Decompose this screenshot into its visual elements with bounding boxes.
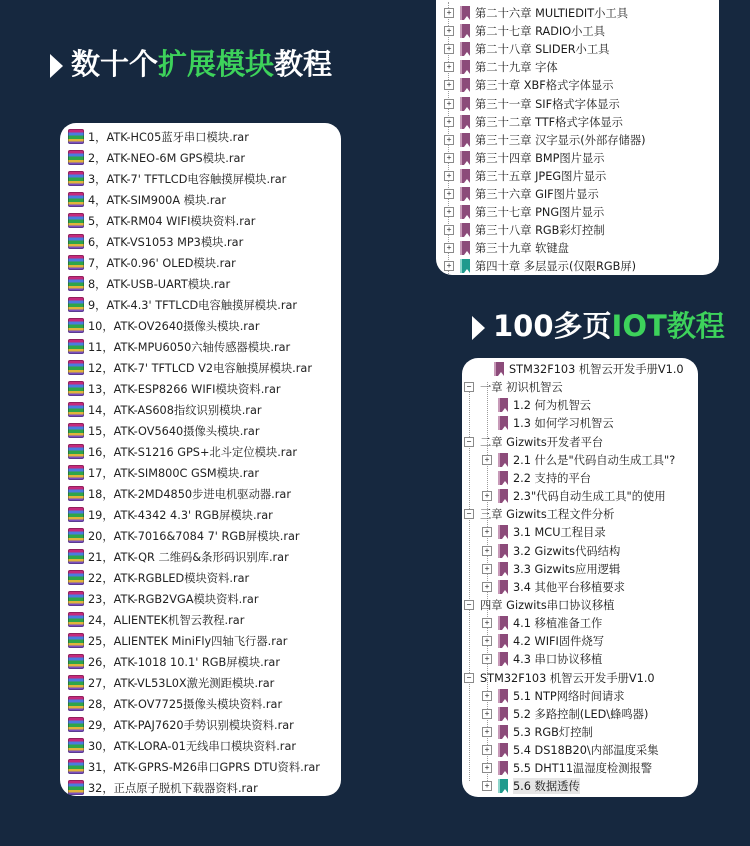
bookmark-icon <box>494 362 504 376</box>
chapter-label: 第二十六章 MULTIEDIT小工具 <box>475 7 629 20</box>
rar-file-item[interactable] <box>68 672 320 693</box>
bookmark-icon <box>498 489 508 503</box>
rar-file-item[interactable] <box>68 693 320 714</box>
chapter-label: 第三十一章 SIF格式字体显示 <box>475 97 620 111</box>
rar-archive-icon <box>68 276 84 291</box>
rar-file-name: 17，ATK-SIM800C GSM模块.rar <box>88 466 260 480</box>
chapter-item[interactable] <box>444 185 599 203</box>
heading-highlight: IOT教程 <box>611 309 725 343</box>
expand-toggle-icon[interactable]: + <box>444 62 454 72</box>
rar-file-item[interactable] <box>68 420 320 441</box>
iot-item-label: 3.3 Gizwits应用逻辑 <box>513 562 621 576</box>
rar-file-name: 8，ATK-USB-UART模块.rar <box>88 277 231 291</box>
rar-file-item[interactable] <box>68 273 320 294</box>
expand-toggle-icon[interactable]: + <box>444 8 454 18</box>
rar-file-item[interactable] <box>68 525 320 546</box>
chapter-label: 第三十七章 PNG图片显示 <box>475 206 605 220</box>
rar-file-item[interactable] <box>68 651 320 672</box>
rar-archive-icon <box>68 339 84 354</box>
expand-toggle-icon[interactable]: + <box>482 582 492 592</box>
rar-file-name: 1，ATK-HC05蓝牙串口模块.rar <box>88 130 249 144</box>
chapter-tree-panel <box>436 0 719 275</box>
iot-section-item[interactable] <box>482 396 591 414</box>
bookmark-icon <box>498 779 508 793</box>
rar-file-name: 26，ATK-1018 10.1' RGB屏模块.rar <box>88 655 280 669</box>
rar-archive-icon <box>68 486 84 501</box>
rar-file-item[interactable] <box>68 357 320 378</box>
rar-file-name: 29，ATK-PAJ7620手势识别模块资料.rar <box>88 718 294 732</box>
expand-toggle-icon[interactable]: + <box>482 654 492 664</box>
rar-file-name: 12，ATK-7' TFTLCD V2电容触摸屏模块.rar <box>88 361 312 375</box>
expand-toggle-icon[interactable]: + <box>482 709 492 719</box>
rar-file-name: 5，ATK-RM04 WIFI模块资料.rar <box>88 214 256 228</box>
rar-file-name: 15，ATK-OV5640摄像头模块.rar <box>88 424 260 438</box>
rar-archive-icon <box>68 360 84 375</box>
iot-chapter-item[interactable] <box>464 433 603 451</box>
iot-item-label: STM32F103 机智云开发手册V1.0 <box>480 671 655 685</box>
rar-file-item[interactable] <box>68 315 320 336</box>
expand-toggle-icon[interactable]: + <box>482 691 492 701</box>
rar-archive-icon <box>68 465 84 480</box>
bookmark-icon <box>460 6 470 20</box>
expand-toggle-icon[interactable]: + <box>444 189 454 199</box>
rar-file-item[interactable] <box>68 756 320 777</box>
triangle-bullet-icon <box>50 54 63 78</box>
iot-item-label: 5.6 数据透传 <box>513 780 580 794</box>
extension-modules-heading <box>50 42 332 83</box>
rar-file-name: 19，ATK-4342 4.3' RGB屏模块.rar <box>88 508 273 522</box>
chapter-label: 第三十二章 TTF格式字体显示 <box>475 115 623 129</box>
rar-file-name: 23，ATK-RGB2VGA模块资料.rar <box>88 592 259 606</box>
iot-section-item[interactable] <box>482 723 593 741</box>
bookmark-icon <box>460 97 470 111</box>
rar-archive-icon <box>68 549 84 564</box>
iot-item-label: 3.1 MCU工程目录 <box>513 526 606 540</box>
expand-toggle-icon[interactable]: + <box>444 99 454 109</box>
rar-file-name: 20，ATK-7016&7084 7' RGB屏模块.rar <box>88 529 300 543</box>
expand-toggle-icon[interactable]: + <box>482 781 492 791</box>
iot-item-label: 3.4 其他平台移植要求 <box>513 580 625 594</box>
iot-item-label: 4.3 串口协议移植 <box>513 653 603 667</box>
rar-archive-icon <box>68 234 84 249</box>
iot-section-item[interactable] <box>482 487 666 505</box>
rar-file-item[interactable] <box>68 294 320 315</box>
rar-file-item[interactable] <box>68 231 320 252</box>
iot-section-item[interactable] <box>482 578 625 596</box>
rar-archive-icon <box>68 654 84 669</box>
heading-text: 数十个 <box>71 47 159 81</box>
rar-file-name: 4，ATK-SIM900A 模块.rar <box>88 193 227 207</box>
rar-file-name: 24，ALIENTEK机智云教程.rar <box>88 613 245 627</box>
iot-item-label: 3.2 Gizwits代码结构 <box>513 544 621 558</box>
rar-file-list <box>68 126 320 796</box>
rar-file-name: 31，ATK-GPRS-M26串口GPRS DTU资料.rar <box>88 760 320 774</box>
rar-archive-icon <box>68 780 84 795</box>
rar-archive-icon <box>68 738 84 753</box>
bookmark-icon <box>498 634 508 648</box>
expand-toggle-icon[interactable]: + <box>482 546 492 556</box>
bookmark-icon <box>460 187 470 201</box>
bookmark-icon <box>460 60 470 74</box>
rar-archive-icon <box>68 570 84 585</box>
expand-toggle-icon[interactable]: + <box>482 527 492 537</box>
expand-toggle-icon[interactable]: + <box>444 117 454 127</box>
iot-item-label: 5.3 RGB灯控制 <box>513 726 593 739</box>
iot-section-item[interactable] <box>482 705 648 723</box>
chapter-label: 第二十八章 SLIDER小工具 <box>475 43 610 57</box>
iot-chapter-item[interactable] <box>464 505 614 523</box>
rar-file-name: 28，ATK-OV7725摄像头模块资料.rar <box>88 697 283 711</box>
rar-file-item[interactable] <box>68 609 320 630</box>
iot-item-label: 5.2 多路控制(LED\蜂鸣器) <box>513 707 649 721</box>
rar-archive-icon <box>68 192 84 207</box>
rar-archive-icon <box>68 129 84 144</box>
expand-toggle-icon[interactable]: + <box>444 153 454 163</box>
collapse-toggle-icon[interactable]: − <box>464 382 474 392</box>
chapter-item[interactable] <box>444 40 609 58</box>
triangle-bullet-icon <box>472 316 485 340</box>
bookmark-icon <box>498 580 508 594</box>
iot-item-label: 4.2 WIFI固件烧写 <box>513 635 605 649</box>
rar-file-name: 3，ATK-7' TFTLCD电容触摸屏模块.rar <box>88 172 287 186</box>
rar-file-item[interactable] <box>68 462 320 483</box>
expand-toggle-icon[interactable]: + <box>482 455 492 465</box>
heading-highlight: 扩展模块 <box>158 47 275 81</box>
rar-file-name: 6，ATK-VS1053 MP3模块.rar <box>88 235 244 249</box>
iot-section-item[interactable] <box>482 687 625 705</box>
iot-item-label: 4.1 移植准备工作 <box>513 617 603 631</box>
chapter-item[interactable] <box>444 131 646 149</box>
rar-file-name: 10，ATK-OV2640摄像头模块.rar <box>88 319 260 333</box>
expand-toggle-icon[interactable]: + <box>444 243 454 253</box>
rar-file-name: 32，正点原子脱机下载器资料.rar <box>88 781 258 795</box>
rar-archive-icon <box>68 423 84 438</box>
rar-archive-icon <box>68 528 84 543</box>
rar-file-name: 11，ATK-MPU6050六轴传感器模块.rar <box>88 340 291 354</box>
rar-archive-icon <box>68 675 84 690</box>
rar-file-item[interactable] <box>68 126 320 147</box>
bookmark-icon <box>460 151 470 165</box>
bookmark-icon <box>460 205 470 219</box>
iot-item-label: 5.5 DHT11温湿度检测报警 <box>513 762 653 776</box>
iot-section-item[interactable] <box>482 759 652 777</box>
rar-file-item[interactable] <box>68 147 320 168</box>
collapse-toggle-icon[interactable]: − <box>464 509 474 519</box>
rar-file-item[interactable] <box>68 630 320 651</box>
bookmark-icon <box>498 707 508 721</box>
rar-archive-icon <box>68 696 84 711</box>
bookmark-icon <box>498 725 508 739</box>
iot-tree-panel <box>462 358 698 797</box>
chapter-label: 第三十三章 汉字显示(外部存储器) <box>475 133 646 147</box>
expand-toggle-icon[interactable]: + <box>444 26 454 36</box>
rar-file-item[interactable] <box>68 168 320 189</box>
iot-chapter-item[interactable] <box>464 378 563 396</box>
expand-toggle-icon[interactable]: + <box>444 44 454 54</box>
iot-item-label: 二章 Gizwits开发者平台 <box>480 435 604 449</box>
chapter-item[interactable] <box>444 221 605 239</box>
expand-toggle-icon[interactable]: + <box>482 745 492 755</box>
rar-file-name: 9，ATK-4.3' TFTLCD电容触摸屏模块.rar <box>88 298 298 312</box>
iot-chapter-item[interactable] <box>478 360 684 378</box>
expand-toggle-icon[interactable]: + <box>482 618 492 628</box>
iot-section-item[interactable] <box>482 632 604 650</box>
rar-archive-icon <box>68 633 84 648</box>
bookmark-icon <box>498 453 508 467</box>
collapse-toggle-icon[interactable]: − <box>464 673 474 683</box>
rar-file-item[interactable] <box>68 777 320 796</box>
chapter-item[interactable] <box>444 58 558 76</box>
bookmark-icon <box>460 223 470 237</box>
bookmark-icon <box>460 259 470 273</box>
rar-file-item[interactable] <box>68 210 320 231</box>
expand-toggle-icon[interactable]: + <box>444 207 454 217</box>
collapse-toggle-icon[interactable]: − <box>464 600 474 610</box>
iot-item-label: 2.1 什么是"代码自动生成工具"? <box>513 453 676 467</box>
bookmark-icon <box>498 689 508 703</box>
rar-file-item[interactable] <box>68 504 320 525</box>
chapter-item[interactable] <box>444 22 605 40</box>
rar-file-name: 7，ATK-0.96' OLED模块.rar <box>88 256 236 270</box>
rar-file-item[interactable] <box>68 378 320 399</box>
iot-section-item[interactable] <box>482 414 614 432</box>
iot-section-item[interactable] <box>482 614 602 632</box>
rar-archive-icon <box>68 507 84 522</box>
rar-file-item[interactable] <box>68 441 320 462</box>
iot-section-item[interactable] <box>482 523 606 541</box>
rar-file-item[interactable] <box>68 336 320 357</box>
rar-archive-icon <box>68 612 84 627</box>
iot-section-item[interactable] <box>482 741 659 759</box>
iot-item-label: 1.3 如何学习机智云 <box>513 417 614 431</box>
bookmark-icon <box>498 761 508 775</box>
bookmark-icon <box>498 525 508 539</box>
rar-archive-icon <box>68 717 84 732</box>
rar-file-name: 30，ATK-LORA-01无线串口模块资料.rar <box>88 739 297 753</box>
expand-toggle-icon[interactable]: + <box>444 261 454 271</box>
chapter-item[interactable] <box>444 95 620 113</box>
expand-toggle-icon[interactable]: + <box>482 727 492 737</box>
bookmark-icon <box>498 544 508 558</box>
rar-file-name: 14，ATK-AS608指纹识别模块.rar <box>88 403 262 417</box>
chapter-label: 第三十八章 RGB彩灯控制 <box>475 224 605 238</box>
rar-file-list-panel <box>60 123 341 796</box>
rar-file-item[interactable] <box>68 714 320 735</box>
iot-item-label: 5.1 NTP网络时间请求 <box>513 689 625 703</box>
rar-file-item[interactable] <box>68 189 320 210</box>
rar-archive-icon <box>68 297 84 312</box>
rar-archive-icon <box>68 759 84 774</box>
iot-tutorial-heading <box>472 304 725 345</box>
expand-toggle-icon[interactable]: + <box>482 491 492 501</box>
heading-text: 教程 <box>274 47 333 81</box>
rar-file-item[interactable] <box>68 483 320 504</box>
iot-section-item[interactable] <box>482 650 602 668</box>
expand-toggle-icon[interactable]: + <box>444 135 454 145</box>
iot-item-label: STM32F103 机智云开发手册V1.0 <box>509 363 684 376</box>
rar-file-name: 22，ATK-RGBLED模块资料.rar <box>88 571 250 585</box>
chapter-item[interactable] <box>444 76 614 94</box>
rar-file-name: 18，ATK-2MD4850步进电机驱动器.rar <box>88 487 291 501</box>
iot-section-item[interactable] <box>482 560 620 578</box>
expand-toggle-icon[interactable]: + <box>444 171 454 181</box>
iot-item-label: 2.2 支持的平台 <box>513 471 592 485</box>
iot-section-item[interactable] <box>482 469 591 487</box>
iot-item-label: 2.3"代码自动生成工具"的使用 <box>513 490 666 504</box>
heading-text: 100多页 <box>493 309 612 343</box>
rar-archive-icon <box>68 591 84 606</box>
iot-section-item[interactable] <box>482 451 675 469</box>
chapter-item[interactable] <box>444 239 569 257</box>
chapter-label: 第二十九章 字体 <box>475 61 558 75</box>
chapter-label: 第三十五章 JPEG图片显示 <box>475 169 607 183</box>
chapter-item[interactable] <box>444 149 605 167</box>
rar-archive-icon <box>68 381 84 396</box>
iot-section-item[interactable] <box>482 777 580 795</box>
bookmark-icon <box>498 416 508 430</box>
expand-toggle-icon[interactable]: + <box>444 80 454 90</box>
chapter-item[interactable] <box>444 4 628 22</box>
chapter-label: 第三十四章 BMP图片显示 <box>475 151 605 165</box>
rar-archive-icon <box>68 255 84 270</box>
rar-archive-icon <box>68 171 84 186</box>
rar-file-item[interactable] <box>68 735 320 756</box>
iot-item-label: 5.4 DS18B20\内部温度采集 <box>513 744 659 758</box>
bookmark-icon <box>498 743 508 757</box>
chapter-item[interactable] <box>444 203 604 221</box>
rar-archive-icon <box>68 402 84 417</box>
rar-archive-icon <box>68 444 84 459</box>
iot-chapter-item[interactable] <box>464 669 655 687</box>
bookmark-icon <box>460 241 470 255</box>
rar-file-name: 27，ATK-VL53L0X激光测距模块.rar <box>88 676 275 690</box>
bookmark-icon <box>460 169 470 183</box>
rar-file-item[interactable] <box>68 546 320 567</box>
chapter-item[interactable] <box>444 257 636 275</box>
rar-file-item[interactable] <box>68 567 320 588</box>
iot-section-item[interactable] <box>482 542 620 560</box>
bookmark-icon <box>498 652 508 666</box>
expand-toggle-icon[interactable]: + <box>482 564 492 574</box>
iot-item-label: 三章 Gizwits工程文件分析 <box>480 508 615 522</box>
chapter-item[interactable] <box>444 167 606 185</box>
chapter-label: 第三十六章 GIF图片显示 <box>475 188 599 201</box>
rar-file-item[interactable] <box>68 252 320 273</box>
collapse-toggle-icon[interactable]: − <box>464 437 474 447</box>
rar-archive-icon <box>68 150 84 165</box>
iot-chapter-item[interactable] <box>464 596 614 614</box>
chapter-label: 第二十七章 RADIO小工具 <box>475 25 606 39</box>
bookmark-icon <box>498 471 508 485</box>
expand-toggle-icon[interactable]: + <box>444 225 454 235</box>
rar-file-name: 16，ATK-S1216 GPS+北斗定位模块.rar <box>88 445 298 459</box>
bookmark-icon <box>460 42 470 56</box>
rar-file-item[interactable] <box>68 399 320 420</box>
expand-toggle-icon[interactable]: + <box>482 636 492 646</box>
expand-toggle-icon[interactable]: + <box>482 763 492 773</box>
bookmark-icon <box>460 24 470 38</box>
bookmark-icon <box>460 133 470 147</box>
rar-file-name: 13，ATK-ESP8266 WIFI模块资料.rar <box>88 382 281 396</box>
rar-archive-icon <box>68 213 84 228</box>
chapter-label: 第三十章 XBF格式字体显示 <box>475 79 614 93</box>
bookmark-icon <box>460 78 470 92</box>
iot-item-label: 四章 Gizwits串口协议移植 <box>480 598 615 612</box>
rar-file-name: 21，ATK-QR 二维码&条形码识别库.rar <box>88 550 289 564</box>
rar-file-item[interactable] <box>68 588 320 609</box>
rar-file-name: 2，ATK-NEO-6M GPS模块.rar <box>88 151 246 165</box>
bookmark-icon <box>498 616 508 630</box>
iot-item-label: 一章 初识机智云 <box>480 381 563 395</box>
bookmark-icon <box>498 398 508 412</box>
rar-archive-icon <box>68 318 84 333</box>
chapter-item[interactable] <box>444 113 623 131</box>
bookmark-icon <box>498 562 508 576</box>
chapter-label: 第三十九章 软键盘 <box>475 242 569 256</box>
bookmark-icon <box>460 115 470 129</box>
iot-item-label: 1.2 何为机智云 <box>513 399 592 413</box>
rar-file-name: 25，ALIENTEK MiniFly四轴飞行器.rar <box>88 634 288 648</box>
chapter-label: 第四十章 多层显示(仅限RGB屏) <box>475 260 637 274</box>
